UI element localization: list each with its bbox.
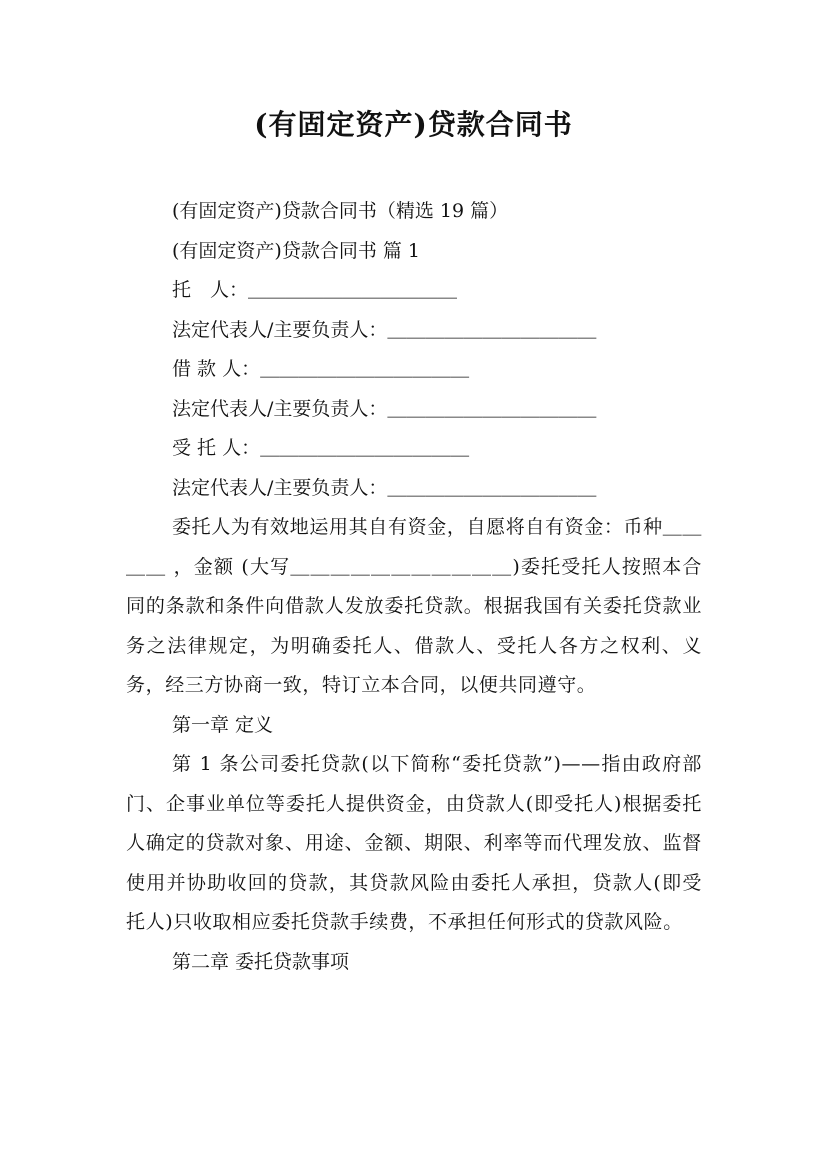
article-paragraph: 第 1 条公司委托贷款(以下简称“委托贷款”)——指由政府部门、企事业单位等委托人提供资金，由贷款人(即受托人)根据委托人确定的贷款对象、用途、金额、期限、利率等而代理发放、监督使用并协助收回的贷款，其贷款风险由委托人承担，贷款人(即受托人)只收取相应委托贷款手续费，不承担任何形式的贷款风险。 <box>126 753 702 933</box>
party-borrower-line: 借 款 人：＿＿＿＿＿＿＿＿＿＿＿ <box>172 358 470 380</box>
chapter-heading: 第二章 委托贷款事项 <box>172 950 350 973</box>
legal-rep-line: 法定代表人/主要负责人：＿＿＿＿＿＿＿＿＿＿＿ <box>172 476 597 499</box>
section-heading: (有固定资产)贷款合同书 篇 1 <box>172 239 420 262</box>
legal-rep-line: 法定代表人/主要负责人：＿＿＿＿＿＿＿＿＿＿＿ <box>172 397 597 420</box>
document-title: (有固定资产)贷款合同书 <box>254 108 573 141</box>
legal-rep-line: 法定代表人/主要负责人：＿＿＿＿＿＿＿＿＿＿＿ <box>172 318 597 341</box>
preamble-paragraph: 委托人为有效地运用其自有资金，自愿将自有资金：币种＿＿＿＿ ，金额 (大写＿＿＿＿＿＿＿＿＿＿＿)委托受托人按照本合同的条款和条件向借款人发放委托贷款。根据我国有关委托贷款业务之法律规定，为明确委托人、借款人、受托人各方之权利、义务，经三方协商一致，特订立本合同，以便共同遵守。 <box>126 516 702 696</box>
party-trustor-line: 托 人：＿＿＿＿＿＿＿＿＿＿＿ <box>172 279 458 301</box>
party-trustee-line: 受 托 人：＿＿＿＿＿＿＿＿＿＿＿ <box>172 437 470 459</box>
subtitle-line: (有固定资产)贷款合同书（精选 19 篇） <box>172 200 509 222</box>
document-body <box>126 192 702 982</box>
chapter-heading: 第一章 定义 <box>172 713 274 736</box>
